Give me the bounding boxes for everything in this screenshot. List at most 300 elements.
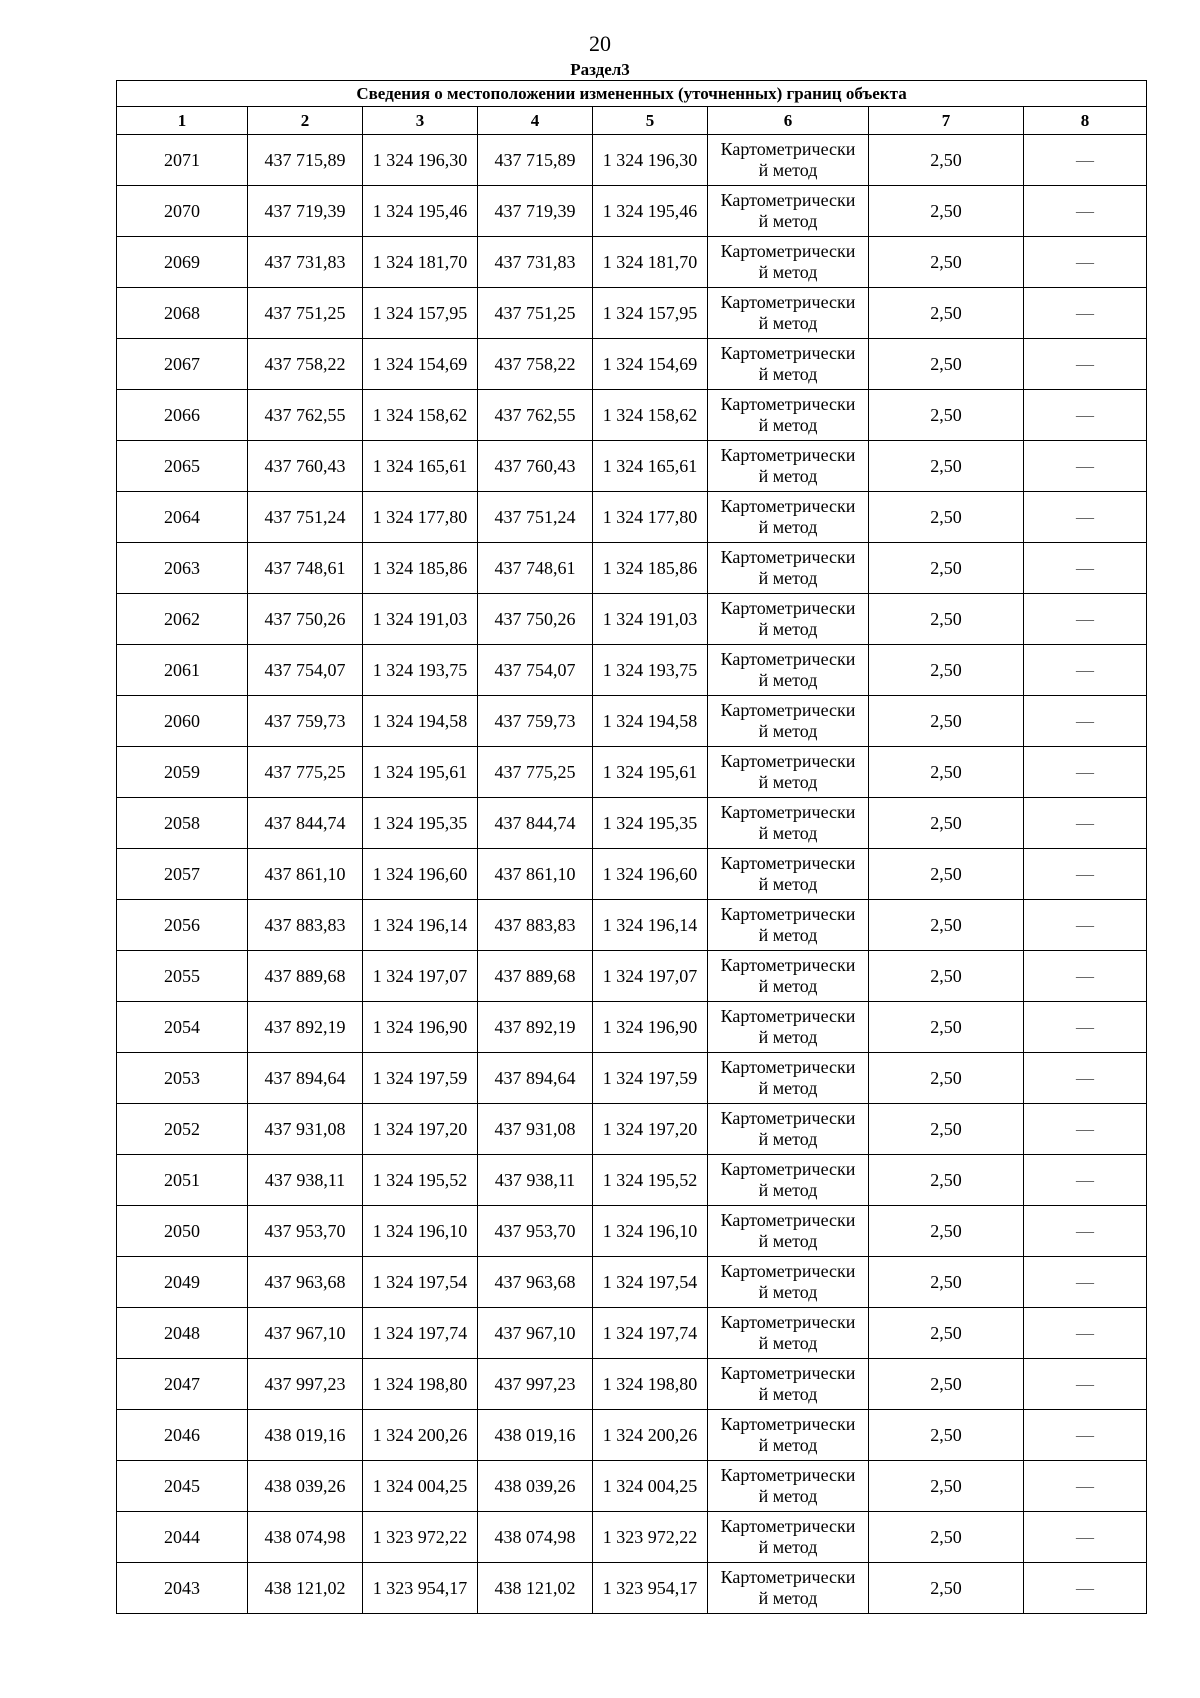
coordinate-x-cell: 437 754,07: [248, 645, 363, 696]
accuracy-cell: 2,50: [869, 339, 1024, 390]
description-cell: —: [1024, 594, 1147, 645]
coordinate-y-cell: 1 324 197,74: [593, 1308, 708, 1359]
coordinate-x-cell: 437 715,89: [478, 135, 593, 186]
accuracy-cell: 2,50: [869, 849, 1024, 900]
coordinate-x-cell: 437 759,73: [478, 696, 593, 747]
method-line: Картометрически: [720, 955, 856, 975]
method-line: й метод: [758, 925, 818, 945]
coordinate-y-cell: 1 323 954,17: [593, 1563, 708, 1614]
coordinate-x-cell: 437 883,83: [478, 900, 593, 951]
accuracy-cell: 2,50: [869, 696, 1024, 747]
method-line: й метод: [758, 313, 818, 333]
coordinate-x-cell: 437 892,19: [478, 1002, 593, 1053]
description-cell: —: [1024, 492, 1147, 543]
accuracy-cell: 2,50: [869, 135, 1024, 186]
coordinate-y-cell: 1 324 197,07: [363, 951, 478, 1002]
coordinate-y-cell: 1 324 197,20: [593, 1104, 708, 1155]
method-cell: [708, 441, 869, 492]
description-cell: —: [1024, 237, 1147, 288]
description-cell: —: [1024, 1104, 1147, 1155]
coordinate-x-cell: 437 938,11: [248, 1155, 363, 1206]
method-line: й метод: [758, 466, 818, 486]
method-line: Картометрически: [720, 139, 856, 159]
table-row: [117, 747, 1147, 798]
coordinate-y-cell: 1 324 197,74: [363, 1308, 478, 1359]
method-line: й метод: [758, 1537, 818, 1557]
method-line: Картометрически: [720, 598, 856, 618]
method-line: Картометрически: [720, 190, 856, 210]
point-number-cell: 2056: [117, 900, 248, 951]
table-row: [117, 1512, 1147, 1563]
method-line: Картометрически: [720, 1363, 856, 1383]
coordinate-x-cell: 437 731,83: [248, 237, 363, 288]
method-line: й метод: [758, 160, 818, 180]
table-row: [117, 1359, 1147, 1410]
point-number-cell: 2067: [117, 339, 248, 390]
method-line: й метод: [758, 1435, 818, 1455]
coordinate-y-cell: 1 324 200,26: [593, 1410, 708, 1461]
coordinate-y-cell: 1 324 197,59: [593, 1053, 708, 1104]
coordinate-y-cell: 1 324 195,52: [593, 1155, 708, 1206]
method-line: Картометрически: [720, 649, 856, 669]
coordinate-x-cell: 437 758,22: [478, 339, 593, 390]
coordinate-x-cell: 437 731,83: [478, 237, 593, 288]
table-row: [117, 1410, 1147, 1461]
coordinate-y-cell: 1 324 197,54: [363, 1257, 478, 1308]
method-line: й метод: [758, 1486, 818, 1506]
page-number: 20: [589, 31, 611, 56]
coordinate-y-cell: 1 324 165,61: [593, 441, 708, 492]
coordinate-x-cell: 437 889,68: [248, 951, 363, 1002]
coordinate-x-cell: 437 861,10: [478, 849, 593, 900]
table-row: [117, 951, 1147, 1002]
method-line: й метод: [758, 1333, 818, 1353]
description-cell: —: [1024, 135, 1147, 186]
point-number-cell: 2060: [117, 696, 248, 747]
coordinate-y-cell: 1 323 954,17: [363, 1563, 478, 1614]
method-line: Картометрически: [720, 343, 856, 363]
coordinate-x-cell: 437 760,43: [478, 441, 593, 492]
method-line: Картометрически: [720, 802, 856, 822]
coordinate-x-cell: 438 074,98: [478, 1512, 593, 1563]
method-cell: [708, 1002, 869, 1053]
method-line: й метод: [758, 874, 818, 894]
coordinate-y-cell: 1 324 191,03: [363, 594, 478, 645]
method-line: й метод: [758, 1231, 818, 1251]
method-line: Картометрически: [720, 1312, 856, 1332]
accuracy-cell: 2,50: [869, 900, 1024, 951]
point-number-cell: 2046: [117, 1410, 248, 1461]
coordinate-y-cell: 1 324 197,07: [593, 951, 708, 1002]
point-number-cell: 2064: [117, 492, 248, 543]
coordinate-y-cell: 1 324 185,86: [363, 543, 478, 594]
description-cell: —: [1024, 951, 1147, 1002]
description-cell: —: [1024, 1512, 1147, 1563]
coordinate-y-cell: 1 324 154,69: [593, 339, 708, 390]
description-cell: —: [1024, 543, 1147, 594]
method-cell: [708, 594, 869, 645]
coordinate-x-cell: 437 751,24: [478, 492, 593, 543]
method-line: Картометрически: [720, 904, 856, 924]
method-line: Картометрически: [720, 1414, 856, 1434]
coordinate-x-cell: 437 889,68: [478, 951, 593, 1002]
table-row: [117, 288, 1147, 339]
coordinate-y-cell: 1 324 181,70: [363, 237, 478, 288]
coordinate-y-cell: 1 324 196,10: [593, 1206, 708, 1257]
method-line: Картометрически: [720, 394, 856, 414]
point-number-cell: 2050: [117, 1206, 248, 1257]
method-line: Картометрически: [720, 1159, 856, 1179]
coordinate-y-cell: 1 324 185,86: [593, 543, 708, 594]
coordinate-y-cell: 1 324 196,14: [593, 900, 708, 951]
coordinate-x-cell: 437 760,43: [248, 441, 363, 492]
description-cell: —: [1024, 390, 1147, 441]
method-cell: [708, 492, 869, 543]
table-row: [117, 1257, 1147, 1308]
method-cell: [708, 747, 869, 798]
accuracy-cell: 2,50: [869, 1104, 1024, 1155]
coordinate-x-cell: 437 892,19: [248, 1002, 363, 1053]
method-line: Картометрически: [720, 1057, 856, 1077]
accuracy-cell: 2,50: [869, 1053, 1024, 1104]
description-cell: —: [1024, 645, 1147, 696]
coordinate-y-cell: 1 324 191,03: [593, 594, 708, 645]
coordinates-table: [116, 80, 1147, 1614]
accuracy-cell: 2,50: [869, 645, 1024, 696]
method-cell: [708, 900, 869, 951]
method-line: й метод: [758, 772, 818, 792]
coordinate-y-cell: 1 324 004,25: [363, 1461, 478, 1512]
method-cell: [708, 849, 869, 900]
point-number-cell: 2068: [117, 288, 248, 339]
table-row: [117, 849, 1147, 900]
method-line: й метод: [758, 823, 818, 843]
coordinate-x-cell: 437 748,61: [248, 543, 363, 594]
coordinate-y-cell: 1 324 158,62: [593, 390, 708, 441]
table-row: [117, 1563, 1147, 1614]
coordinate-y-cell: 1 324 193,75: [593, 645, 708, 696]
coordinate-y-cell: 1 324 196,90: [363, 1002, 478, 1053]
method-cell: [708, 237, 869, 288]
coordinate-y-cell: 1 324 196,30: [363, 135, 478, 186]
table-row: [117, 900, 1147, 951]
coordinate-x-cell: 438 039,26: [248, 1461, 363, 1512]
table-row: [117, 1053, 1147, 1104]
method-line: й метод: [758, 721, 818, 741]
accuracy-cell: 2,50: [869, 951, 1024, 1002]
table-row: [117, 390, 1147, 441]
accuracy-cell: 2,50: [869, 594, 1024, 645]
coordinate-y-cell: 1 324 158,62: [363, 390, 478, 441]
description-cell: —: [1024, 1563, 1147, 1614]
method-cell: [708, 1512, 869, 1563]
method-cell: [708, 1053, 869, 1104]
point-number-cell: 2062: [117, 594, 248, 645]
table-row: [117, 441, 1147, 492]
point-number-cell: 2059: [117, 747, 248, 798]
method-cell: [708, 951, 869, 1002]
method-cell: [708, 1257, 869, 1308]
coordinate-y-cell: 1 324 195,61: [593, 747, 708, 798]
coordinate-y-cell: 1 324 193,75: [363, 645, 478, 696]
coordinate-y-cell: 1 324 004,25: [593, 1461, 708, 1512]
method-line: й метод: [758, 517, 818, 537]
point-number-cell: 2055: [117, 951, 248, 1002]
column-number-header: 3: [363, 107, 478, 135]
method-cell: [708, 1359, 869, 1410]
method-line: й метод: [758, 619, 818, 639]
coordinate-x-cell: 437 953,70: [478, 1206, 593, 1257]
accuracy-cell: 2,50: [869, 1206, 1024, 1257]
coordinate-y-cell: 1 324 165,61: [363, 441, 478, 492]
coordinate-x-cell: 438 121,02: [478, 1563, 593, 1614]
method-line: й метод: [758, 1384, 818, 1404]
coordinate-x-cell: 437 953,70: [248, 1206, 363, 1257]
coordinate-y-cell: 1 324 198,80: [593, 1359, 708, 1410]
column-number-header: 6: [708, 107, 869, 135]
coordinate-x-cell: 437 754,07: [478, 645, 593, 696]
method-line: й метод: [758, 1027, 818, 1047]
table-row: [117, 1104, 1147, 1155]
point-number-cell: 2052: [117, 1104, 248, 1155]
coordinate-x-cell: 437 997,23: [248, 1359, 363, 1410]
method-cell: [708, 1155, 869, 1206]
column-number-header: 2: [248, 107, 363, 135]
method-line: Картометрически: [720, 751, 856, 771]
description-cell: —: [1024, 849, 1147, 900]
coordinate-x-cell: 437 844,74: [248, 798, 363, 849]
accuracy-cell: 2,50: [869, 798, 1024, 849]
point-number-cell: 2044: [117, 1512, 248, 1563]
method-line: Картометрически: [720, 1210, 856, 1230]
coordinate-x-cell: 437 750,26: [478, 594, 593, 645]
table-row: [117, 237, 1147, 288]
table-row: [117, 1461, 1147, 1512]
coordinate-y-cell: 1 324 196,60: [363, 849, 478, 900]
accuracy-cell: 2,50: [869, 492, 1024, 543]
method-cell: [708, 1563, 869, 1614]
coordinate-x-cell: 437 751,25: [248, 288, 363, 339]
coordinate-x-cell: 438 039,26: [478, 1461, 593, 1512]
method-line: Картометрически: [720, 1465, 856, 1485]
description-cell: —: [1024, 288, 1147, 339]
coordinate-y-cell: 1 324 198,80: [363, 1359, 478, 1410]
point-number-cell: 2045: [117, 1461, 248, 1512]
method-cell: [708, 186, 869, 237]
method-line: й метод: [758, 211, 818, 231]
accuracy-cell: 2,50: [869, 1257, 1024, 1308]
coordinate-x-cell: 437 883,83: [248, 900, 363, 951]
coordinate-y-cell: 1 324 157,95: [363, 288, 478, 339]
coordinate-x-cell: 437 748,61: [478, 543, 593, 594]
point-number-cell: 2065: [117, 441, 248, 492]
coordinate-x-cell: 437 938,11: [478, 1155, 593, 1206]
coordinate-x-cell: 437 997,23: [478, 1359, 593, 1410]
coordinate-x-cell: 437 775,25: [478, 747, 593, 798]
description-cell: —: [1024, 1359, 1147, 1410]
method-line: й метод: [758, 1129, 818, 1149]
coordinate-y-cell: 1 324 195,61: [363, 747, 478, 798]
point-number-cell: 2053: [117, 1053, 248, 1104]
method-cell: [708, 1461, 869, 1512]
column-number-header: 5: [593, 107, 708, 135]
section-label: Раздел3: [570, 60, 630, 79]
coordinate-y-cell: 1 324 195,35: [363, 798, 478, 849]
coordinate-x-cell: 437 967,10: [478, 1308, 593, 1359]
point-number-cell: 2063: [117, 543, 248, 594]
coordinate-y-cell: 1 324 157,95: [593, 288, 708, 339]
coordinate-x-cell: 438 019,16: [248, 1410, 363, 1461]
description-cell: —: [1024, 1002, 1147, 1053]
method-line: Картометрически: [720, 241, 856, 261]
coordinate-x-cell: 437 861,10: [248, 849, 363, 900]
coordinate-y-cell: 1 324 200,26: [363, 1410, 478, 1461]
description-cell: —: [1024, 900, 1147, 951]
point-number-cell: 2071: [117, 135, 248, 186]
coordinate-x-cell: 438 019,16: [478, 1410, 593, 1461]
accuracy-cell: 2,50: [869, 1410, 1024, 1461]
table-title: Сведения о местоположении измененных (уточненных) границ объекта: [117, 81, 1147, 107]
coordinate-x-cell: 437 894,64: [478, 1053, 593, 1104]
table-row: [117, 135, 1147, 186]
description-cell: —: [1024, 747, 1147, 798]
description-cell: —: [1024, 186, 1147, 237]
accuracy-cell: 2,50: [869, 390, 1024, 441]
point-number-cell: 2069: [117, 237, 248, 288]
coordinate-y-cell: 1 324 194,58: [593, 696, 708, 747]
point-number-cell: 2061: [117, 645, 248, 696]
method-line: й метод: [758, 670, 818, 690]
accuracy-cell: 2,50: [869, 1155, 1024, 1206]
coordinate-y-cell: 1 324 194,58: [363, 696, 478, 747]
coordinate-y-cell: 1 324 196,90: [593, 1002, 708, 1053]
coordinate-x-cell: 438 074,98: [248, 1512, 363, 1563]
coordinate-x-cell: 438 121,02: [248, 1563, 363, 1614]
coordinate-y-cell: 1 324 197,20: [363, 1104, 478, 1155]
method-cell: [708, 798, 869, 849]
coordinate-x-cell: 437 775,25: [248, 747, 363, 798]
method-line: Картометрически: [720, 1516, 856, 1536]
coordinate-x-cell: 437 967,10: [248, 1308, 363, 1359]
table-row: [117, 645, 1147, 696]
method-cell: [708, 1104, 869, 1155]
method-cell: [708, 1410, 869, 1461]
table-row: [117, 1155, 1147, 1206]
accuracy-cell: 2,50: [869, 1308, 1024, 1359]
coordinate-y-cell: 1 324 196,30: [593, 135, 708, 186]
accuracy-cell: 2,50: [869, 1359, 1024, 1410]
accuracy-cell: 2,50: [869, 1512, 1024, 1563]
method-line: Картометрически: [720, 292, 856, 312]
description-cell: —: [1024, 339, 1147, 390]
description-cell: —: [1024, 1053, 1147, 1104]
point-number-cell: 2048: [117, 1308, 248, 1359]
coordinate-y-cell: 1 324 154,69: [363, 339, 478, 390]
column-number-header: 1: [117, 107, 248, 135]
method-cell: [708, 696, 869, 747]
coordinate-x-cell: 437 719,39: [248, 186, 363, 237]
column-number-header: 4: [478, 107, 593, 135]
method-line: Картометрически: [720, 1108, 856, 1128]
accuracy-cell: 2,50: [869, 288, 1024, 339]
method-line: й метод: [758, 1282, 818, 1302]
table-row: [117, 492, 1147, 543]
coordinate-y-cell: 1 324 197,54: [593, 1257, 708, 1308]
coordinate-x-cell: 437 719,39: [478, 186, 593, 237]
coordinate-y-cell: 1 324 196,14: [363, 900, 478, 951]
accuracy-cell: 2,50: [869, 747, 1024, 798]
method-line: й метод: [758, 976, 818, 996]
method-cell: [708, 135, 869, 186]
coordinate-y-cell: 1 324 196,60: [593, 849, 708, 900]
description-cell: —: [1024, 1410, 1147, 1461]
table-row: [117, 696, 1147, 747]
method-line: й метод: [758, 364, 818, 384]
method-line: й метод: [758, 568, 818, 588]
method-line: й метод: [758, 262, 818, 282]
coordinate-x-cell: 437 963,68: [478, 1257, 593, 1308]
accuracy-cell: 2,50: [869, 1461, 1024, 1512]
method-line: Картометрически: [720, 700, 856, 720]
point-number-cell: 2070: [117, 186, 248, 237]
table-row: [117, 798, 1147, 849]
description-cell: —: [1024, 1461, 1147, 1512]
description-cell: —: [1024, 1257, 1147, 1308]
method-cell: [708, 543, 869, 594]
point-number-cell: 2066: [117, 390, 248, 441]
point-number-cell: 2058: [117, 798, 248, 849]
method-line: й метод: [758, 415, 818, 435]
coordinate-x-cell: 437 750,26: [248, 594, 363, 645]
accuracy-cell: 2,50: [869, 237, 1024, 288]
coordinate-y-cell: 1 324 177,80: [363, 492, 478, 543]
coordinate-y-cell: 1 324 177,80: [593, 492, 708, 543]
table-row: [117, 1206, 1147, 1257]
point-number-cell: 2043: [117, 1563, 248, 1614]
description-cell: —: [1024, 1155, 1147, 1206]
method-line: й метод: [758, 1588, 818, 1608]
coordinate-y-cell: 1 324 195,46: [363, 186, 478, 237]
description-cell: —: [1024, 798, 1147, 849]
coordinate-y-cell: 1 324 195,52: [363, 1155, 478, 1206]
coordinate-x-cell: 437 758,22: [248, 339, 363, 390]
column-number-header: 8: [1024, 107, 1147, 135]
coordinate-x-cell: 437 762,55: [248, 390, 363, 441]
method-line: й метод: [758, 1180, 818, 1200]
table-row: [117, 543, 1147, 594]
accuracy-cell: 2,50: [869, 1002, 1024, 1053]
coordinate-y-cell: 1 324 181,70: [593, 237, 708, 288]
point-number-cell: 2051: [117, 1155, 248, 1206]
accuracy-cell: 2,50: [869, 543, 1024, 594]
table-row: [117, 1308, 1147, 1359]
method-cell: [708, 645, 869, 696]
description-cell: —: [1024, 696, 1147, 747]
method-line: й метод: [758, 1078, 818, 1098]
method-cell: [708, 1206, 869, 1257]
accuracy-cell: 2,50: [869, 441, 1024, 492]
column-number-header: 7: [869, 107, 1024, 135]
coordinate-y-cell: 1 323 972,22: [363, 1512, 478, 1563]
point-number-cell: 2047: [117, 1359, 248, 1410]
coordinate-y-cell: 1 324 196,10: [363, 1206, 478, 1257]
coordinate-x-cell: 437 715,89: [248, 135, 363, 186]
coordinate-x-cell: 437 963,68: [248, 1257, 363, 1308]
description-cell: —: [1024, 441, 1147, 492]
coordinate-y-cell: 1 324 195,46: [593, 186, 708, 237]
table-row: [117, 1002, 1147, 1053]
method-cell: [708, 1308, 869, 1359]
